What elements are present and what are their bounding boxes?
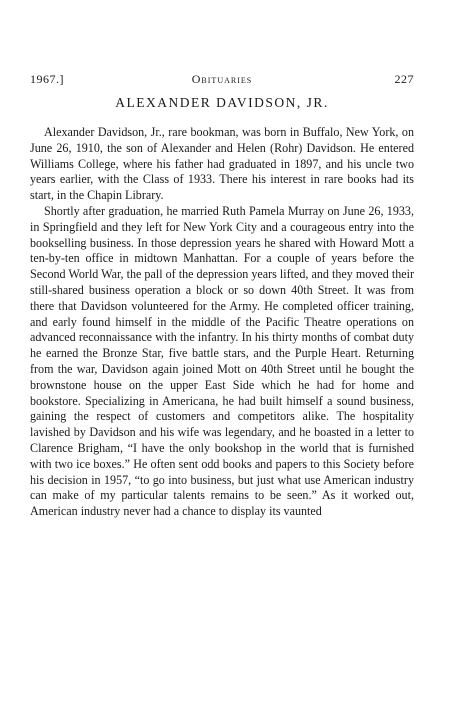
paragraph-2: Shortly after graduation, he married Ruth Pamela Murray on June 26, 1933, in Springfield and they left for New York City and a courageous entry into the bookselling business. In those depression years he shared with Howard Mott a ten-by-ten office in midtown Manhattan. For a couple of years before the Second World War, the pall of the depression years lifted, and they moved their still-shared business operation a block or so down 40th Street. It was from there that Davidson volunteered for the Army. He completed officer training, and early found himself in the middle of the Pacific Theatre operations on advanced reconnaissance with the infantry. In his thirty months of combat duty he earned the Bronze Star, five battle stars, and the Purple Heart. Returning from the war, Davidson again joined Mott on 40th Street until he bought the brownstone house on the upper East Side which he had for home and bookstore. Specializing in Americana, he had built himself a sound business, gaining the respect of customers and competitors alike. The hospitality lavished by Davidson and his wife was legendary, and he boasted in a letter to Clarence Brigham, “I have the only bookshop in the world that is furnished with two ice boxes.” He often sent odd books and papers to this Society before his decision in 1957, “to go into business, but just what use American industry can make of my particular talents remains to be seen.” As it worked out, American industry never had a chance to display its vaunted (30, 203, 414, 519)
running-head (30, 72, 414, 90)
page-number: 227 (394, 72, 414, 86)
paragraph-1: Alexander Davidson, Jr., rare bookman, was born in Buffalo, New York, on June 26, 1910, the son of Alexander and Helen (Rohr) Davidson. He entered Williams College, where his father had graduated in 1897, and his uncle two years earlier, with the Class of 1933. There his interest in rare books had its start, in the Chapin Library. (30, 125, 414, 203)
obituary-title: ALEXANDER DAVIDSON, JR. (115, 95, 329, 110)
running-head-section: Obituaries (191, 72, 253, 86)
page (30, 72, 414, 520)
running-head-year: 1967.] (30, 72, 64, 86)
